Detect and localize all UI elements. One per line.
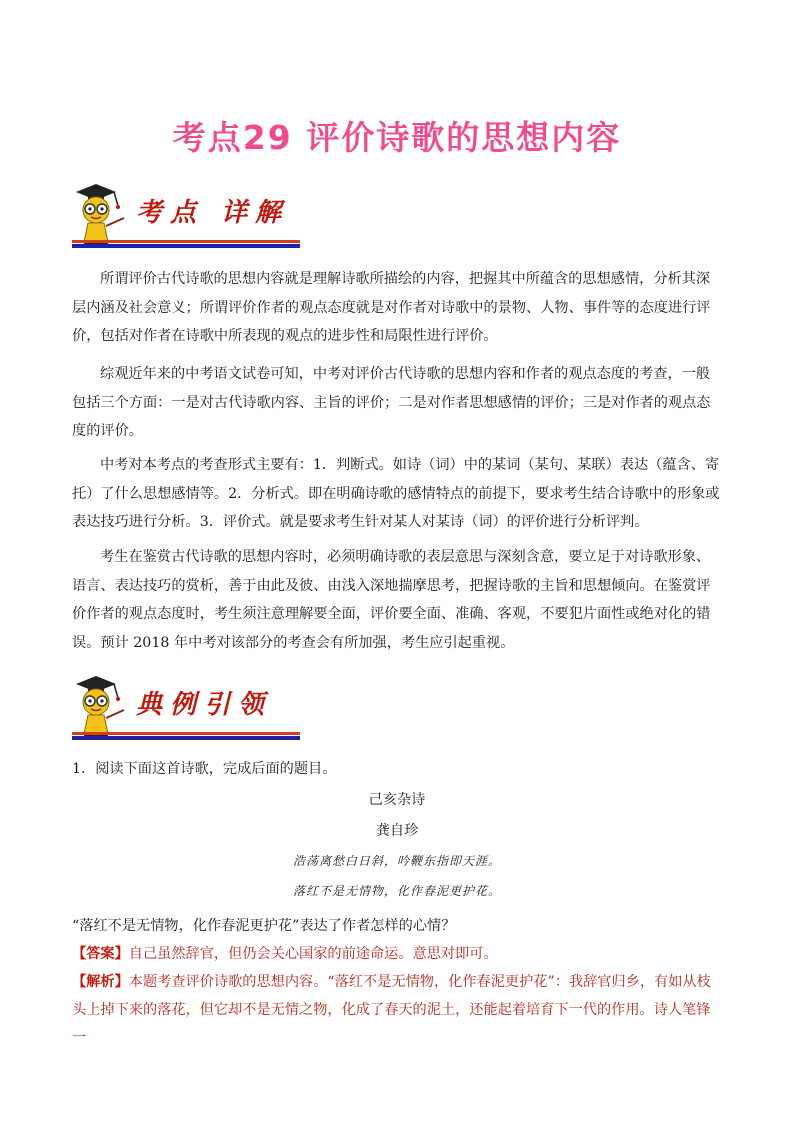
answer — [72, 940, 722, 968]
analysis-tag: 【解析】 — [72, 974, 129, 990]
question-text: “落红不是无情物，化作春泥更护花”表达了作者怎样的心情？ — [72, 918, 456, 934]
paragraph: 考生在鉴赏古代诗歌的思想内容时，必须明确诗歌的表层意思与深刻含意，要立足于对诗歌形象、语言、表达技巧的赏析，善于由此及彼、由浅入深地揣摩思考，把握诗歌的主旨和思想倾向。在鉴赏评价作者的观点态度时，考生须注意理解要全面，评价要全面、准确、客观，不要犯片面性或绝对化的错误。预计 2018 年中考对该部分的考查会有所加强，考生应引起重视。 — [72, 549, 711, 651]
question-intro: 1．阅读下面这首诗歌，完成后面的题目。 — [72, 761, 337, 777]
answer-tag: 【答案】 — [72, 946, 129, 962]
poem-title: 己亥杂诗 — [368, 792, 426, 808]
poem-line: 浩荡离愁白日斜，吟鞭东指即天涯。 — [292, 854, 501, 868]
divider — [72, 736, 300, 740]
section-heading: 考点 详解 — [136, 198, 290, 228]
page-title: 考点29 评价诗歌的思想内容 — [172, 118, 622, 157]
answer-text: 自己虽然辞官，但仍会关心国家的前途命运。意思对即可。 — [128, 946, 498, 962]
divider — [72, 732, 300, 735]
paragraph: 中考对本考点的考查形式主要有：1．判断式。如诗（词）中的某词（某句、某联）表达（蕴含、寄托）了什么思想感情等。2．分析式。即在明确诗歌的感情特点的前提下，要求考生结合诗歌中的形象或表达技巧进行分析。3．评价式。就是要求考生针对某人对某诗（词）的评价进行分析评判。 — [72, 457, 720, 530]
section-heading: 典例引领 — [136, 690, 273, 720]
divider — [72, 240, 300, 243]
paragraph: 所谓评价古代诗歌的思想内容就是理解诗歌所描绘的内容，把握其中所蕴含的思想感情，分析其深层内涵及社会意义；所谓评价作者的观点态度就是对作者对诗歌中的景物、人物、事件等的态度进行评价，包括对作者在诗歌中所表现的观点的进步性和局限性进行评价。 — [72, 271, 711, 344]
section-header-examples — [66, 672, 298, 752]
divider — [72, 244, 300, 248]
paragraph: 综观近年来的中考语文试卷可知，中考对评价古代诗歌的思想内容和作者的观点态度的考查，一般包括三个方面：一是对古代诗歌内容、主旨的评价；二是对作者思想感情的评价；三是对作者的观点态度的评价。 — [72, 366, 711, 439]
analysis-text: 本题考查评价诗歌的思想内容。“落红不是无情物，化作春泥更护花”：我辞官归乡，有如从枝头上掉下来的落花，但它却不是无情之物，化成了春天的泥土，还能起着培育下一代的作用。诗人笔锋一 — [72, 974, 711, 1046]
section-header-explanation — [66, 180, 298, 260]
poem-line: 落红不是无情物，化作春泥更护花。 — [292, 884, 501, 898]
poem-author: 龚自珍 — [375, 823, 419, 839]
analysis — [72, 968, 722, 1052]
